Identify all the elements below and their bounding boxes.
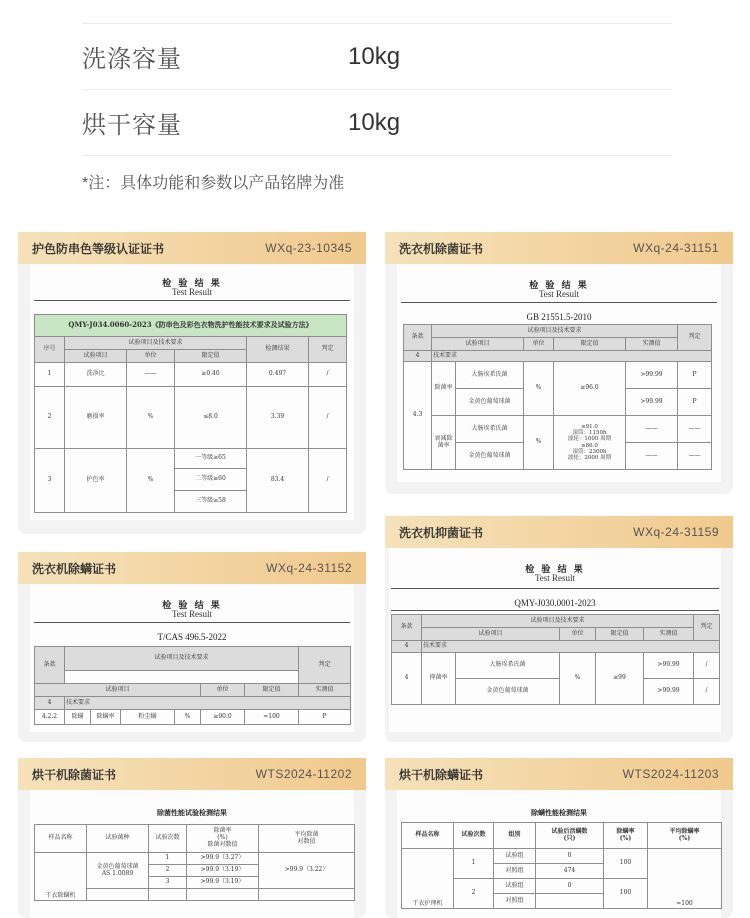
table-cell	[187, 889, 259, 901]
table-cell: 金黄色葡萄球菌	[456, 679, 560, 705]
table-row	[35, 363, 347, 387]
doc-title: 除螨性能检测结果	[531, 808, 587, 817]
table-cell: 试验次数	[149, 825, 187, 853]
cert-code: WTS2024-11202	[255, 767, 352, 781]
table-cell: 粉尘螨	[121, 710, 175, 725]
cert-card-header	[385, 232, 733, 264]
table-cell: ≈100	[245, 710, 299, 725]
table-cell: 大肠埃希氏菌	[456, 416, 524, 443]
table-cell: 试验项目及技术要求	[432, 325, 678, 338]
table-cell: 试验项目	[35, 684, 201, 697]
table-row	[35, 449, 347, 469]
table-cell: 技术要求	[422, 641, 720, 653]
spec-row-wash-capacity	[82, 24, 672, 90]
table-cell: 金黄色葡萄球菌	[456, 443, 524, 470]
table-cell: 单位	[201, 684, 245, 697]
col-unit: 单位	[127, 350, 175, 363]
table-cell: 除菌率	[432, 362, 456, 416]
cert-title: 烘干机除菌证书	[32, 767, 117, 782]
table-cell: 干衣护理机	[402, 849, 454, 909]
table-cell: 试验组	[494, 849, 536, 864]
cert-table	[403, 324, 712, 470]
table-cell: 平均除菌 对数值	[259, 825, 355, 853]
table-cell: %	[175, 710, 201, 725]
table-cell: ≥99	[596, 653, 644, 705]
table-row	[35, 710, 351, 725]
table-cell: 条款	[404, 325, 432, 351]
table-cell: 4	[392, 653, 422, 705]
table-cell: 试验项目及技术要求	[65, 647, 299, 671]
table-cell: ≥96.0	[554, 362, 626, 416]
cert-card-antibacterial	[385, 232, 733, 494]
table-cell: 磨损率	[65, 387, 127, 449]
table-cell: /	[694, 679, 720, 705]
table-cell: >99.9（3.19）	[187, 877, 259, 889]
table-cell: ——	[626, 416, 678, 443]
spec-note: *注：具体功能和参数以产品铭牌为准	[82, 175, 345, 192]
cert-title: 洗衣机抑菌证书	[399, 525, 484, 540]
table-cell: ≥90.0	[201, 710, 245, 725]
table-cell: 一等级≥65	[175, 449, 247, 469]
table-cell: 83.4	[247, 449, 309, 513]
table-cell: P	[678, 362, 712, 389]
table-cell: 4	[35, 697, 65, 710]
cert-card-bacteriostatic	[385, 516, 733, 742]
table-cell: ——	[678, 416, 712, 443]
table-cell: 3.39	[247, 387, 309, 449]
col-test-req: 试验项目及技术要求	[65, 337, 247, 350]
table-cell: 护色率	[65, 449, 127, 513]
col-limit: 限定值	[175, 350, 247, 363]
table-cell: 限定值	[245, 684, 299, 697]
table-cell: 单位	[524, 338, 554, 351]
cert-card-dryer-antibacterial	[18, 758, 366, 918]
table-cell: 对照组	[494, 894, 536, 909]
table-cell: 1	[149, 853, 187, 865]
table-row	[392, 653, 720, 679]
table-cell: 4.2.2	[35, 710, 65, 725]
col-seq: 序号	[35, 337, 65, 363]
spec-row-previous	[82, 0, 672, 24]
result-subtitle: Test Result	[538, 289, 580, 299]
table-cell: 抑菌率	[422, 653, 456, 705]
table-cell: 技术要求	[432, 351, 712, 362]
col-result: 检测结果	[247, 337, 309, 363]
table-cell: 判定	[678, 325, 712, 351]
cert-card-header	[385, 516, 733, 548]
table-cell: 100	[604, 879, 648, 909]
cert-table	[391, 614, 720, 705]
table-cell: 金黄色葡萄球菌	[456, 389, 524, 416]
cert-title: 洗衣机除螨证书	[32, 561, 117, 576]
spec-label: 烘干容量	[82, 112, 182, 139]
spec-row-dry-capacity	[82, 90, 672, 156]
table-cell: 平均除螨率 (%)	[648, 823, 722, 849]
result-subtitle: Test Result	[171, 287, 213, 297]
table-cell: ≥0.40	[175, 363, 247, 387]
table-cell: /	[309, 387, 347, 449]
table-cell: 衰减除菌率	[432, 416, 456, 470]
table-cell: >99.99	[644, 653, 694, 679]
doc-title: 除菌性能试验检测结果	[157, 808, 227, 817]
spec-value: 10kg	[348, 108, 401, 136]
table-cell: 除菌率 (%) 除菌对数值	[187, 825, 259, 853]
result-title: 检 验 结 果	[529, 281, 589, 291]
table-cell: 2	[454, 879, 494, 909]
table-cell: 试验项目	[432, 338, 524, 351]
table-cell: 除螨率 (%)	[604, 823, 648, 849]
cert-table	[34, 824, 355, 901]
cert-card-header	[385, 758, 733, 790]
cert-document	[397, 264, 721, 482]
table-cell: ——	[678, 443, 712, 470]
result-title: 检 验 结 果	[525, 565, 585, 575]
table-cell: 1	[454, 849, 494, 879]
table-cell: 干衣除螨机	[35, 853, 87, 901]
table-cell: 单位	[560, 628, 596, 641]
cert-code: WXq-23-10345	[265, 241, 352, 255]
cert-title: 洗衣机除菌证书	[399, 241, 484, 256]
table-cell: ≥91.0 滚筒：1150h 波轮：1000 周期 ≥86.0 滚筒：2300h 波轮：2000 周期	[554, 416, 626, 470]
result-subtitle: Test Result	[534, 573, 576, 583]
standard-name: QMY-J030.0001-2023	[514, 598, 596, 608]
table-cell: 除螨	[65, 710, 91, 725]
table-cell: 0.497	[247, 363, 309, 387]
table-cell: 试验后活螨数 (只)	[536, 823, 604, 849]
table-cell: >99.99	[626, 362, 678, 389]
table-cell: 3	[149, 877, 187, 889]
cert-card-header	[18, 232, 366, 264]
result-title: 检 验 结 果	[162, 601, 222, 611]
table-cell: ——	[127, 363, 175, 387]
table-cell: 条款	[392, 615, 422, 641]
table-cell: 0	[536, 879, 604, 894]
table-cell: 大肠埃希氏菌	[456, 362, 524, 389]
col-verdict: 判定	[309, 337, 347, 363]
table-cell: 474	[536, 864, 604, 879]
table-cell	[149, 889, 187, 901]
table-cell: 4	[404, 351, 432, 362]
cert-card-mite-removal	[18, 552, 366, 742]
table-cell	[87, 889, 149, 901]
table-cell: /	[694, 653, 720, 679]
table-cell: %	[127, 449, 175, 513]
table-row	[402, 849, 722, 864]
cert-document	[389, 548, 721, 732]
cert-card-color-protection	[18, 232, 366, 534]
table-cell: >99.99	[644, 679, 694, 705]
table-cell: /	[309, 449, 347, 513]
standard-name: T/CAS 496.5-2022	[157, 632, 227, 642]
table-cell: 条款	[35, 647, 65, 684]
table-cell: >99.9（3.22）	[259, 853, 355, 889]
table-cell: 二等级≥60	[175, 469, 247, 491]
spec-label: 洗涤容量	[82, 46, 182, 73]
table-cell: 2	[35, 387, 65, 449]
table-row	[404, 416, 712, 443]
standard-name: GB 21551.5-2010	[526, 312, 592, 322]
table-cell: >99.9（3.27）	[187, 853, 259, 865]
table-cell: 实测值	[626, 338, 678, 351]
table-cell: 试验组	[494, 879, 536, 894]
table-cell: 试验次数	[454, 823, 494, 849]
table-cell: 样品名称	[35, 825, 87, 853]
table-cell: 判定	[694, 615, 720, 641]
cert-table	[34, 646, 351, 725]
result-title: 检 验 结 果	[162, 279, 222, 289]
table-cell: 试验项目及技术要求	[422, 615, 694, 628]
table-cell: 三等级≥58	[175, 491, 247, 513]
table-cell: ≤8.0	[175, 387, 247, 449]
table-cell: 100	[604, 849, 648, 879]
table-cell: 组别	[494, 823, 536, 849]
cert-document	[30, 584, 354, 732]
table-cell: 实测值	[644, 628, 694, 641]
table-cell: %	[524, 416, 554, 470]
table-row	[404, 362, 712, 389]
cert-document	[30, 264, 354, 520]
table-cell: 大肠埃希氏菌	[456, 653, 560, 679]
table-cell: 2	[149, 865, 187, 877]
table-cell	[259, 889, 355, 901]
table-cell: 限定值	[554, 338, 626, 351]
cert-table	[401, 822, 722, 909]
table-cell: 实测值	[299, 684, 351, 697]
col-item: 试验项目	[65, 350, 127, 363]
cert-card-header	[18, 552, 366, 584]
cert-table	[34, 314, 347, 513]
standard-name: QMY-J034.0060-2023《防串色及彩色衣物洗护性能技术要求及试验方法》	[35, 315, 347, 337]
table-cell: >99.99	[626, 389, 678, 416]
table-cell: %	[560, 653, 596, 705]
table-cell	[536, 894, 604, 909]
cert-code: WTS2024-11203	[622, 767, 719, 781]
table-cell: 0	[536, 849, 604, 864]
cert-title: 护色防串色等级认证证书	[32, 241, 165, 256]
table-cell: 判定	[299, 647, 351, 684]
table-cell: P	[299, 710, 351, 725]
table-cell: 对照组	[494, 864, 536, 879]
table-cell: 1	[35, 363, 65, 387]
table-cell: P	[678, 389, 712, 416]
cert-document	[397, 790, 721, 918]
table-cell: 样品名称	[402, 823, 454, 849]
cert-title: 烘干机除螨证书	[399, 767, 484, 782]
table-cell: 试验菌种	[87, 825, 149, 853]
cert-code: WXq-24-31151	[633, 241, 719, 255]
cert-card-dryer-mite	[385, 758, 733, 918]
table-cell: %	[524, 362, 554, 416]
cert-code: WXq-24-31159	[633, 525, 719, 539]
spec-value: 10kg	[348, 42, 401, 70]
table-cell: /	[309, 363, 347, 387]
table-cell: 洗净比	[65, 363, 127, 387]
cert-code: WXq-24-31152	[266, 561, 352, 575]
table-row	[35, 387, 347, 449]
result-subtitle: Test Result	[171, 609, 213, 619]
table-cell: 4	[392, 641, 422, 653]
table-cell: 3	[35, 449, 65, 513]
table-cell: >99.9（3.19）	[187, 865, 259, 877]
table-cell: 4.3	[404, 362, 432, 470]
table-cell: 技术要求	[65, 697, 351, 710]
cert-document	[30, 790, 354, 918]
table-row	[35, 853, 355, 865]
table-cell: 金黄色葡萄球菌 AS 1.0089	[87, 853, 149, 889]
table-cell: 限定值	[596, 628, 644, 641]
cert-card-header	[18, 758, 366, 790]
table-cell: %	[127, 387, 175, 449]
table-cell: 除螨率	[91, 710, 121, 725]
table-cell: ≈100	[648, 849, 722, 909]
table-cell: 试验项目	[422, 628, 560, 641]
table-cell: ——	[626, 443, 678, 470]
